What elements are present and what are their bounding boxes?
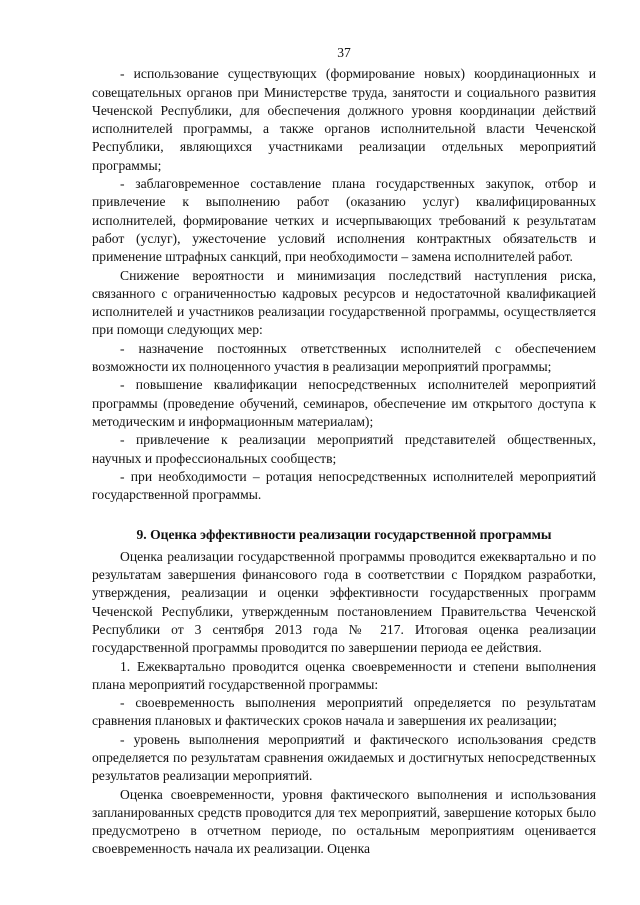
paragraph-staff-risk: Снижение вероятности и минимизация последствий наступления риска, связанного с ограниченностью кадровых ресурсов и недостаточной квалификацией исполнителей и участников реализации государственной программы, осуществляется при помощи следующих мер:: [92, 267, 596, 338]
paragraph-coordination-bodies: - использование существующих (формирование новых) координационных и совещательных органов при Министерстве труда, занятости и социального развития Чеченской Республики, для обеспечения должного уровня координации действий исполнителей программы, а также органов исполнительной власти Чеченской Республики, являющихся участниками реализации отдельных мероприятий программы;: [92, 66, 596, 173]
paragraph-permanent-executors: - назначение постоянных ответственных исполнителей с обеспечением возможности их полноценного участия в реализации мероприятий программы;: [92, 340, 596, 375]
paragraph-evaluation-overview: Оценка реализации государственной программы проводится ежеквартально и по результатам завершения финансового года в соответствии с Порядком разработки, утверждения, реализации и оценки эффективности государственных программ Чеченской Республики, утвержденным постановлением Правительства Чеченской Республики от 3 сентября 2013 года № 217. Итоговая оценка реализации государственной программы проводится по завершении периода ее действия.: [92, 548, 596, 656]
paragraph-rotation: - при необходимости – ротация непосредственных исполнителей мероприятий государственной программы.: [92, 468, 596, 503]
page-number: 37: [337, 45, 351, 60]
paragraph-qualification: - повышение квалификации непосредственных исполнителей мероприятий программы (проведение обучений, семинаров, обеспечение им открытого доступа к методическим и информационным материалам);: [92, 377, 596, 429]
paragraph-execution-level: - уровень выполнения мероприятий и фактического использования средств определяется по результатам сравнения ожидаемых и достигнутых непосредственных результатов реализации мероприятий.: [92, 731, 596, 784]
paragraph-quarterly-evaluation: 1. Ежеквартально проводится оценка своевременности и степени выполнения плана мероприятий государственной программы:: [92, 658, 596, 692]
section-heading: 9. Оценка эффективности реализации государственной программы: [136, 527, 552, 543]
paragraph-community-involvement: - привлечение к реализации мероприятий представителей общественных, научных и профессиональных сообществ;: [92, 432, 596, 466]
paragraph-evaluation-scope: Оценка своевременности, уровня фактического выполнения и использования запланированных средств проводится для тех мероприятий, завершение которых было предусмотрено в отчетном периоде, по остальным мероприятиям оценивается своевременность начала их реализации. Оценка: [92, 786, 596, 857]
paragraph-procurement-plan: - заблаговременное составление плана государственных закупок, отбор и привлечение к выполнению работ (оказанию услуг) квалифицированных исполнителей, формирование четких и исчерпывающих требований к результатам работ (услуг), ужесточение условий исполнения контрактных обязательств и применение штрафных санкций, при необходимости – замена исполнителей работ.: [92, 176, 596, 265]
paragraph-timeliness: - своевременность выполнения мероприятий определяется по результатам сравнения плановых и фактических сроков начала и завершения их реализации;: [92, 695, 596, 729]
document-page: [92, 44, 596, 859]
